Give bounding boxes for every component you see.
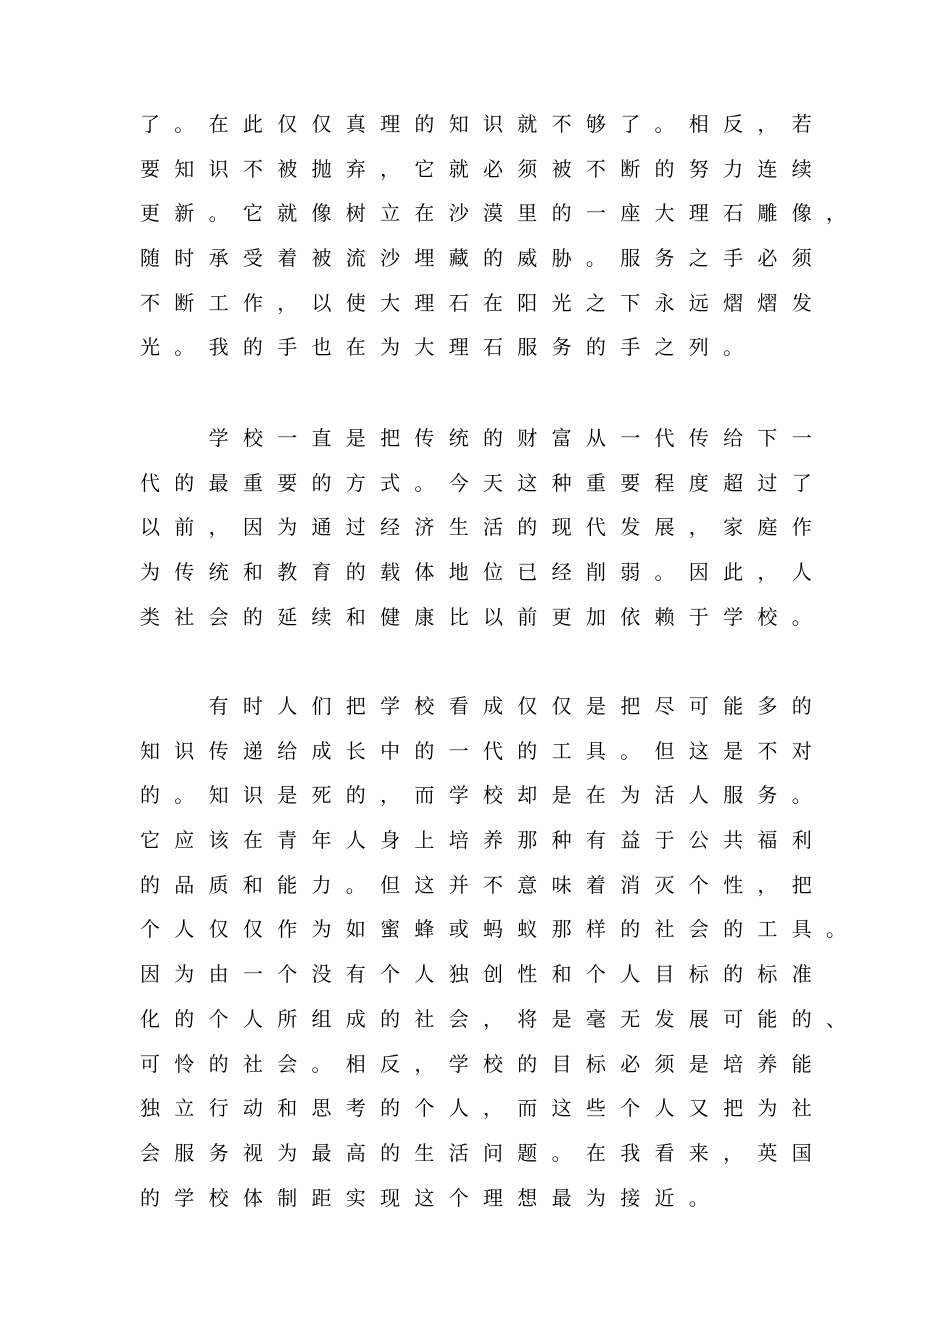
text-line: 类社会的延续和健康比以前更加依赖于学校。	[140, 604, 826, 629]
paragraph-3	[140, 684, 861, 1220]
text-line: 可怜的社会。相反，学校的目标必须是培养能	[140, 1051, 826, 1076]
text-line: 的学校体制距实现这个理想最为接近。	[140, 1185, 724, 1210]
text-line: 化的个人所组成的社会，将是毫无发展可能的、	[140, 1006, 861, 1031]
text-line: 因为由一个没有个人独创性和个人目标的标准	[140, 962, 826, 987]
text-line: 不断工作，以使大理石在阳光之下永远熠熠发	[140, 290, 826, 315]
text-line: 更新。它就像树立在沙漠里的一座大理石雕像，	[140, 201, 861, 226]
text-line: 随时承受着被流沙埋藏的威胁。服务之手必须	[140, 246, 826, 271]
text-line: 会服务视为最高的生活问题。在我看来，英国	[140, 1140, 826, 1165]
text-line: 学校一直是把传统的财富从一代传给下一	[140, 426, 826, 450]
text-line: 了。在此仅仅真理的知识就不够了。相反，若	[140, 112, 826, 136]
text-line: 有时人们把学校看成仅仅是把尽可能多的	[140, 694, 826, 718]
text-line: 代的最重要的方式。今天这种重要程度超过了	[140, 470, 826, 495]
paragraph-1	[140, 102, 861, 370]
text-line: 的。知识是死的，而学校却是在为活人服务。	[140, 783, 826, 808]
text-line: 为传统和教育的载体地位已经削弱。因此，人	[140, 560, 826, 585]
text-line: 个人仅仅作为如蜜蜂或蚂蚁那样的社会的工具。	[140, 917, 861, 942]
paragraph-2	[140, 416, 830, 639]
text-line: 它应该在青年人身上培养那种有益于公共福利	[140, 828, 826, 853]
text-line: 以前，因为通过经济生活的现代发展，家庭作	[140, 515, 826, 540]
text-line: 要知识不被抛弃，它就必须被不断的努力连续	[140, 156, 826, 181]
text-line: 独立行动和思考的个人，而这些个人又把为社	[140, 1096, 826, 1121]
text-line: 的品质和能力。但这并不意味着消灭个性，把	[140, 872, 826, 897]
text-line: 知识传递给成长中的一代的工具。但这是不对	[140, 738, 826, 763]
text-line: 光。我的手也在为大理石服务的手之列。	[140, 335, 758, 360]
